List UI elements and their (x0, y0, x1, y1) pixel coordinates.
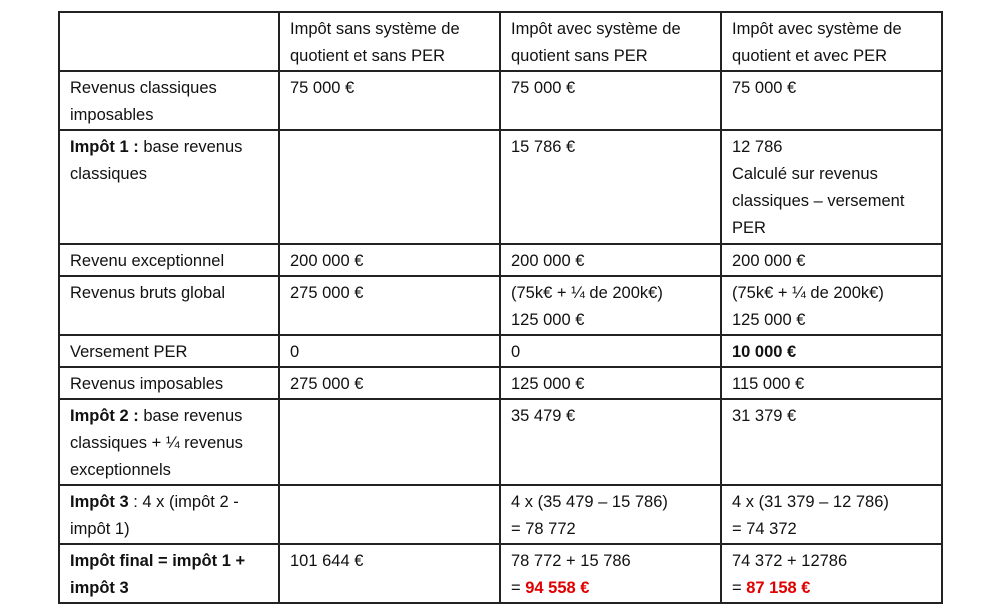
row-label: Impôt 1 : base revenus classiques (59, 130, 279, 244)
table-cell: 275 000 € (279, 276, 500, 335)
table-cell: 74 372 + 12786 = 87 158 € (721, 544, 942, 603)
table-cell: (75k€ + ¼ de 200k€) 125 000 € (721, 276, 942, 335)
row-label: Impôt 2 : base revenus classiques + ¼ revenus exceptionnels (59, 399, 279, 485)
row-label: Revenus bruts global (59, 276, 279, 335)
table-cell: 35 479 € (500, 399, 721, 485)
table-cell (279, 485, 500, 544)
row-label: Versement PER (59, 335, 279, 367)
table-cell: 78 772 + 15 786 = 94 558 € (500, 544, 721, 603)
table-cell: 101 644 € (279, 544, 500, 603)
header-cell-sans-quotient: Impôt sans système de quotient et sans PER (279, 12, 500, 71)
header-row (59, 12, 942, 71)
table-cell: 0 (279, 335, 500, 367)
table-cell: 200 000 € (500, 244, 721, 276)
table-cell: 275 000 € (279, 367, 500, 399)
header-cell-empty (59, 12, 279, 71)
table-row (59, 399, 942, 485)
table-cell: 12 786 Calculé sur revenus classiques – versement PER (721, 130, 942, 244)
table-row (59, 71, 942, 130)
table-cell (279, 399, 500, 485)
table-row (59, 130, 942, 244)
table-cell: 10 000 € (721, 335, 942, 367)
table-row (59, 244, 942, 276)
table-row (59, 367, 942, 399)
table-cell: 200 000 € (721, 244, 942, 276)
table-cell: 31 379 € (721, 399, 942, 485)
table-row (59, 335, 942, 367)
table-cell: 75 000 € (500, 71, 721, 130)
row-label: Impôt 3 : 4 x (impôt 2 - impôt 1) (59, 485, 279, 544)
table-row-final (59, 544, 942, 603)
table-cell (279, 130, 500, 244)
row-label: Revenus classiques imposables (59, 71, 279, 130)
table-cell: 0 (500, 335, 721, 367)
table-cell: 200 000 € (279, 244, 500, 276)
header-cell-quotient-sans-per: Impôt avec système de quotient sans PER (500, 12, 721, 71)
header-cell-quotient-avec-per: Impôt avec système de quotient et avec PER (721, 12, 942, 71)
final-tax-value: 87 158 € (746, 579, 811, 597)
table-cell: 75 000 € (721, 71, 942, 130)
table-cell: 125 000 € (500, 367, 721, 399)
table-row (59, 485, 942, 544)
table-cell: 4 x (31 379 – 12 786) = 74 372 (721, 485, 942, 544)
table-cell: 15 786 € (500, 130, 721, 244)
row-label: Impôt final = impôt 1 + impôt 3 (59, 544, 279, 603)
final-tax-value: 94 558 € (525, 579, 590, 597)
table-cell: 4 x (35 479 – 15 786) = 78 772 (500, 485, 721, 544)
tax-comparison-table (58, 11, 943, 604)
table-row (59, 276, 942, 335)
row-label: Revenu exceptionnel (59, 244, 279, 276)
row-label: Revenus imposables (59, 367, 279, 399)
table-cell: (75k€ + ¼ de 200k€) 125 000 € (500, 276, 721, 335)
table-cell: 115 000 € (721, 367, 942, 399)
table-cell: 75 000 € (279, 71, 500, 130)
